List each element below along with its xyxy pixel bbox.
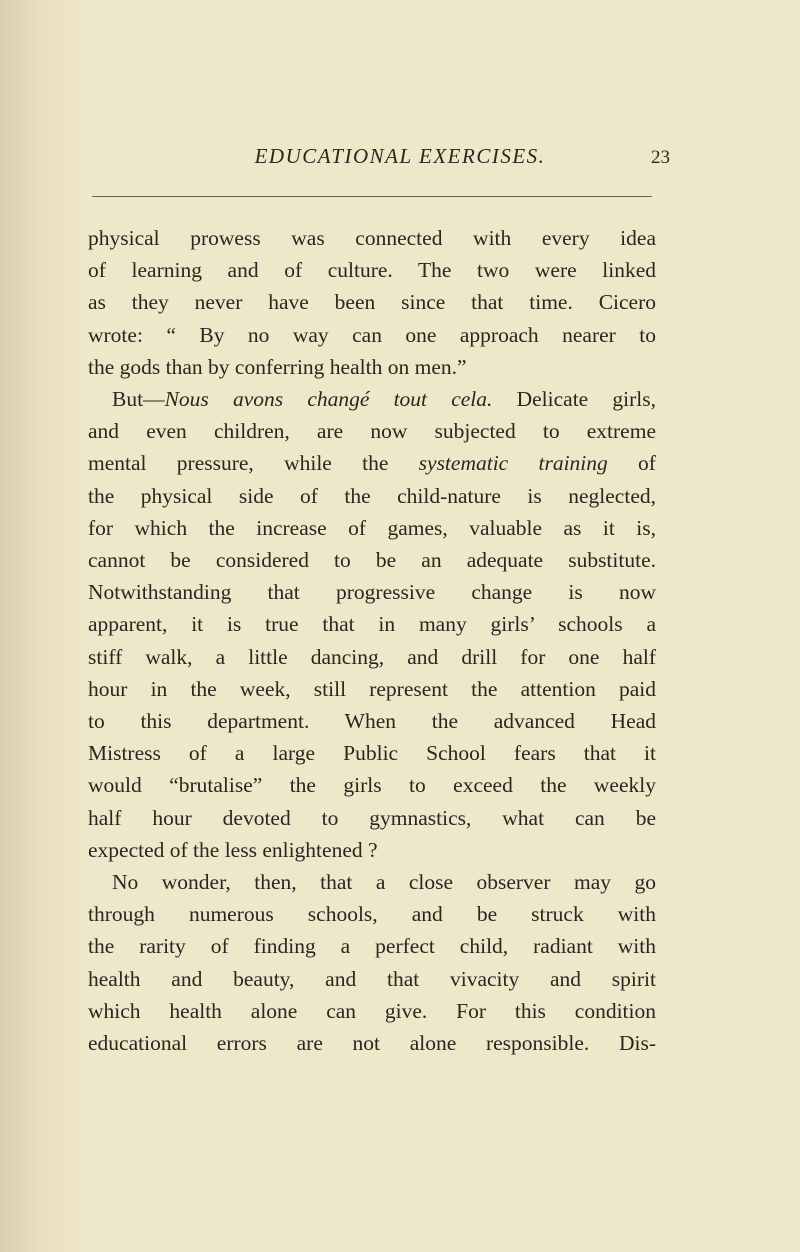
text-line: educational errors are not alone responsible. Dis-: [88, 1031, 656, 1056]
text-line: the gods than by conferring health on men.”: [88, 354, 467, 379]
text-line: Mistress of a large Public School fears that it: [88, 741, 656, 766]
text-line: and even children, are now subjected to extreme: [88, 419, 656, 444]
text-line: which health alone can give. For this condition: [88, 998, 656, 1023]
text-line: cannot be considered to be an adequate substitute.: [88, 548, 656, 573]
text-line: But—Nous avons changé tout cela. Delicate girls,: [112, 387, 656, 412]
text-line: for which the increase of games, valuable as it is,: [88, 515, 656, 540]
header-rule: [92, 196, 652, 197]
text-line: mental pressure, while the systematic training of: [88, 451, 656, 476]
text-line: as they never have been since that time. Cicero: [88, 290, 656, 315]
text-line: hour in the week, still represent the attention paid: [88, 676, 656, 701]
running-head: [150, 144, 670, 184]
text-line: Notwithstanding that progressive change is now: [88, 580, 656, 605]
text-line: apparent, it is true that in many girls’ schools a: [88, 612, 656, 637]
text-line: wrote: “ By no way can one approach nearer to: [88, 322, 656, 347]
body-text: [88, 222, 656, 1059]
text-line: physical prowess was connected with every idea: [88, 226, 656, 250]
text-line: expected of the less enlightened ?: [88, 837, 378, 862]
page-number: 23: [651, 147, 670, 168]
text-line: the physical side of the child-nature is neglected,: [88, 483, 656, 508]
text-line: through numerous schools, and be struck with: [88, 902, 656, 927]
text-line: of learning and of culture. The two were linked: [88, 258, 656, 283]
text-line: to this department. When the advanced Head: [88, 709, 656, 734]
italic-phrase: systematic training: [418, 451, 608, 476]
text-line: No wonder, then, that a close observer may go: [112, 870, 656, 895]
text-line: the rarity of finding a perfect child, radiant with: [88, 934, 656, 959]
running-title: EDUCATIONAL EXERCISES.: [254, 144, 546, 168]
italic-phrase: Nous avons changé tout cela.: [164, 387, 493, 412]
text-line: half hour devoted to gymnastics, what can be: [88, 805, 656, 830]
text-line: stiff walk, a little dancing, and drill for one half: [88, 644, 656, 669]
text-line: health and beauty, and that vivacity and spirit: [88, 966, 656, 991]
text-line: would “brutalise” the girls to exceed the weekly: [88, 773, 656, 798]
